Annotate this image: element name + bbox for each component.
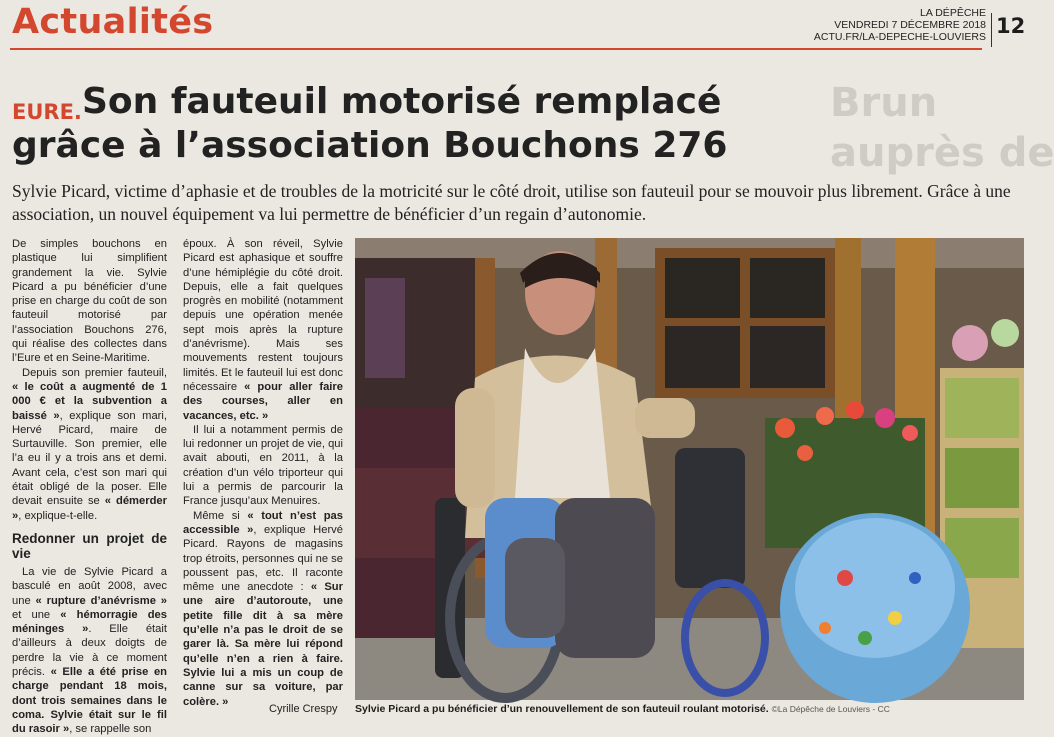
lede: Sylvie Picard, victime d’aphasie et de troubles de la motricité sur le côté droit, utilise son fauteuil pour se mouvoir plus librement. Grâce à une association, un nouvel équipement va lui permettre de bénéficier d’un regain d’autonomie. xyxy=(12,181,1011,224)
section-title: Actualités xyxy=(12,2,214,42)
publication-name: LA DÉPÊCHE xyxy=(920,7,986,19)
article-column-1 xyxy=(12,237,167,737)
paragraph: Depuis son premier fauteuil, « le coût a augmenté de 1 000 € et la subvention a baissé », explique son mari, Hervé Picard, maire de Surtauville. Son premier, elle l’a eu il y a trois ans et demi. Avant cela, c’est son mari qui était obligé de la poser. Elle devait ensuite se « démerder », explique-t-elle. xyxy=(12,366,167,522)
headline-line-1: Son fauteuil motorisé remplacé xyxy=(82,81,722,122)
paragraph: La vie de Sylvie Picard a basculé en août 2008, avec une « rupture d’anévrisme » et une « hémorragie des méninges ». Elle était d’ailleurs à deux doigts de perdre la vie à ce moment précis. « Elle a été prise en charge pendant 18 mois, dont trois semaines dans le coma. Sylvie était sur le fil du rasoir », se rappelle son xyxy=(12,565,167,736)
page-number: 12 xyxy=(996,14,1026,38)
paragraph: De simples bouchons en plastique lui simplifient grandement la vie. Sylvie Picard a pu bénéficier d’une prise en charge du coût de son fauteuil motorisé par l’association Bouchons 276, qui réalise des collectes dans l’Eure et en Seine-Maritime. xyxy=(12,238,167,365)
website: ACTU.FR/LA-DEPECHE-LOUVIERS xyxy=(813,31,986,43)
headline-line-2: grâce à l’association Bouchons 276 xyxy=(12,125,728,166)
masthead xyxy=(814,7,986,43)
issue-date: VENDREDI 7 DÉCEMBRE 2018 xyxy=(834,19,986,31)
article-photo xyxy=(355,238,1024,700)
paragraph: Il lui a notamment permis de lui redonner un projet de vie, qui avait abouti, en 2011, à la création d’un vélo triporteur qui lui a permis de parcourir la France jusqu’aux Menuires. xyxy=(183,423,343,508)
article-column-2 xyxy=(183,237,343,709)
photo-caption xyxy=(355,703,1024,716)
caption-text: Sylvie Picard a pu bénéficier d’un renouvellement de son fauteuil roulant motorisé. xyxy=(355,703,769,715)
headline xyxy=(12,80,842,168)
byline: Cyrille Crespy xyxy=(269,703,338,715)
subheading: Redonner un projet de vie xyxy=(12,530,167,561)
photo-illustration xyxy=(355,238,1024,700)
header-rule xyxy=(10,48,982,50)
paragraph: Même si « tout n’est pas accessible », explique Hervé Picard. Rayons de magasins trop étroits, personnes qui ne se poussent pas, etc. Il raconte même une anecdote : « Sur une aire d’autoroute, une petite fille dit à sa mère qu’elle n’a pas le droit de se garer là. Sa mère lui répond qu’elle n’en a rien à faire. Sylvie lui a mis un coup de canne sur sa voiture, par colère. » xyxy=(183,509,343,708)
bleed-through-text: Brun auprès de xyxy=(830,80,1054,176)
paragraph: époux. À son réveil, Sylvie Picard est aphasique et souffre d’une hémiplégie du côté droit. Depuis, elle a fait quelques progrès en mobilité (notamment depuis une opération menée sept mois après la rupture d’anévrisme). Mais ses mouvements restent toujours limités. Et le fauteuil lui est donc nécessaire « pour aller faire des courses, aller en vacances, etc. » xyxy=(183,238,343,422)
photo-credit: ©La Dépêche de Louviers - CC xyxy=(771,704,890,714)
page-number-divider xyxy=(991,13,992,47)
kicker: EURE. xyxy=(12,100,82,124)
